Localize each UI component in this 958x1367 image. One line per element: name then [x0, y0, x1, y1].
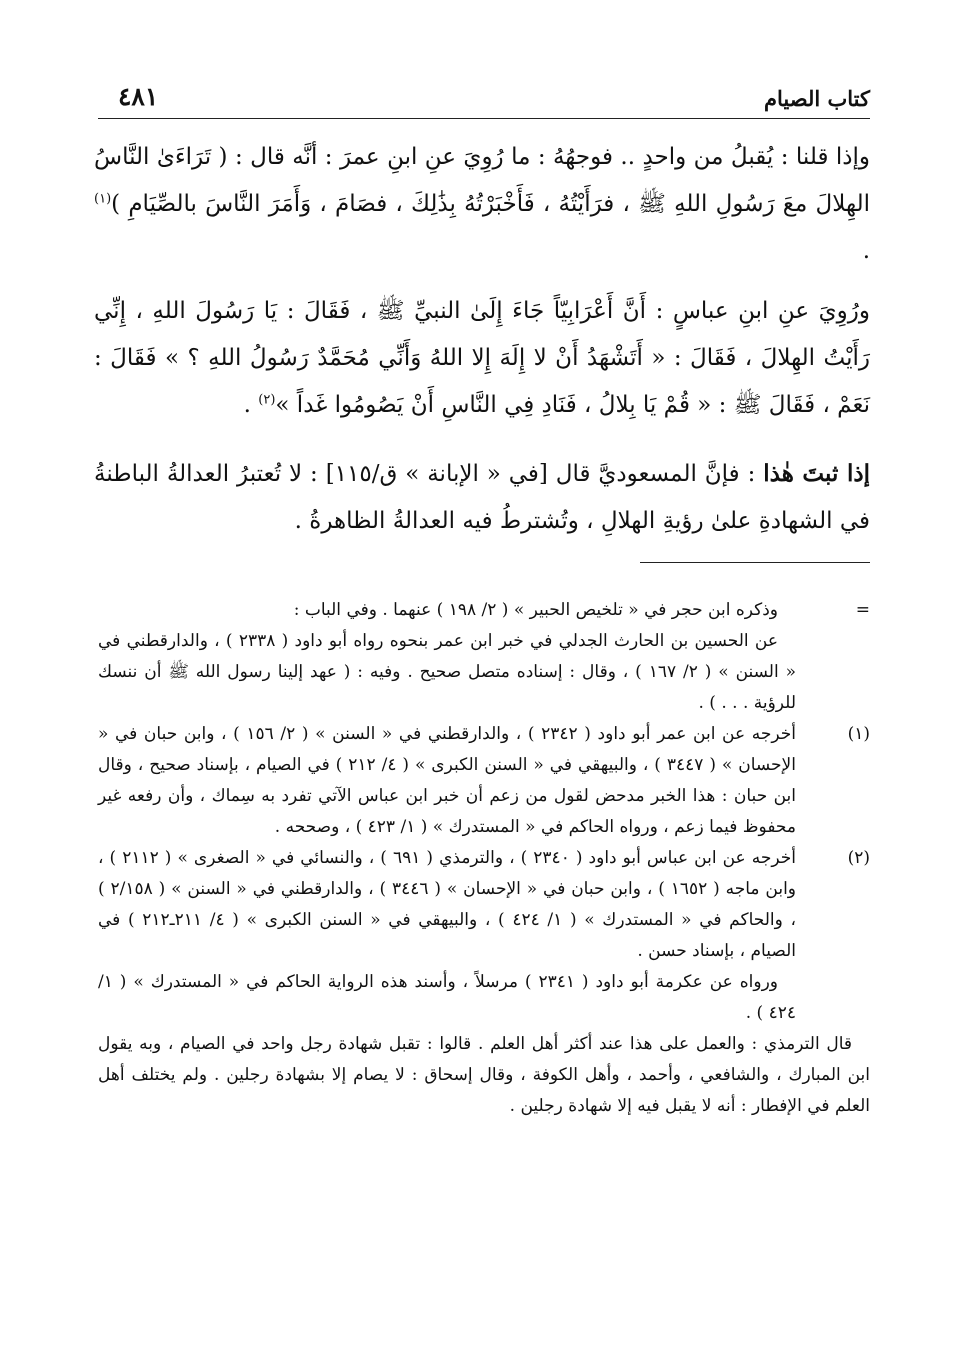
footnote-separator: [640, 562, 870, 563]
footnote-2-text-b: ورواه عن عكرمة أبو داود ( ٢٣٤١ ) مرسلاً ، وأسند هذه الرواية الحاكم في « المستدرك » ( ١/ ٤٢٤ ) .: [98, 972, 796, 1023]
paragraph-1-text: وإذا قلنا : يُقبلُ من واحدٍ .. فوجهُهُ : ما رُوِيَ عنِ ابنِ عمرَ : أنَّه قال : ( تَرَاءَىٰ النَّاسُ الهِلالَ معَ رَسُولِ اللهِ ﷺ ، فرَأَيْتُهُ ، فَأَخْبَرْتُهُ بِذَٰلِكَ ، فصَامَ ، وَأَمَرَ النَّاسَ بالصِّيَامِ ): [94, 144, 870, 217]
paragraph-1: [94, 134, 870, 275]
paragraph-2-end: .: [243, 392, 259, 418]
paragraph-2: [94, 288, 870, 429]
continuation-line-1: وذكره ابن حجر في « تلخيص الحبير » ( ٢/ ١٩٨ ) عنهما . وفي الباب :: [293, 600, 778, 620]
footnote-1-text: أخرجه عن ابن عمر أبو داود ( ٢٣٤٢ ) ، والدارقطني في « السنن » ( ٢/ ١٥٦ ) ، وابن حبان في « الإحسان » ( ٣٤٤٧ ) ، والبيهقي في « السنن الكبرى » ( ٤/ ٢١٢ ) في الصيام ، بإسناد صحيح ، وقال ابن حبان : هذا الخبر مدحض لقول من زعم أن خبر ابن عباس الآتي تفرد به سِماك ، وأن رفعه غير محفوظ فيما زعم ، ورواه الحاكم في « المستدرك » ( ١/ ٤٢٣ ) ، وصححه .: [98, 724, 796, 837]
footnote-continuation: [98, 595, 870, 719]
footnote-2-text: أخرجه عن ابن عباس أبو داود ( ٢٣٤٠ ) ، والترمذي ( ٦٩١ ) ، والنسائي في « الصغرى » ( ٢١١٢ ) ، وابن ماجه ( ١٦٥٢ ) ، وابن حبان في « الإحسان » ( ٣٤٤٦ ) ، والدارقطني في « السنن » ( ٢/١٥٨ ) ، والحاكم في « المستدرك » ( ١/ ٤٢٤ ) ، والبيهقي في « السنن الكبرى » ( ٤/ ٢١١ـ٢١٢ ) في الصيام ، بإسناد حسن .: [98, 848, 797, 961]
paragraph-3-text: : فإنَّ المسعوديَّ قال [في « الإبانة » ق/١١٥] : لا تُعتبرُ العدالةُ الباطنةُ في الشهادةِ علىٰ رؤيةِ الهلالِ ، وتُشترطُ فيه العدالةُ الظاهرةُ .: [94, 461, 870, 534]
footnote-ref-1[interactable]: (١): [94, 191, 112, 207]
paragraph-2-text: ورُوِيَ عنِ ابنِ عباسٍ : أَنَّ أَعْرَابِيّاً جَاءَ إِلَىٰ النبيِّ ﷺ ، فَقَالَ : يَا رَسُولَ اللهِ ، إِنِّي رَأَيْتُ الهِلالَ ، فَقَالَ : « أَتَشْهَدُ أَنْ لا إِلَهَ إِلا اللهُ وَأَنِّي مُحَمَّدٌ رَسُولُ اللهِ ؟ » فَقَالَ : نَعَمْ ، فَقَالَ ﷺ : « قُمْ يَا بِلالُ ، فَنَادِ فِي النَّاسِ أَنْ يَصُومُوا غَداً »: [94, 298, 870, 418]
footnotes: [98, 595, 870, 1122]
page-header: [98, 78, 870, 119]
continuation-mark: =: [855, 600, 870, 620]
footnote-1-mark: (١): [847, 724, 870, 744]
paragraph-3: [94, 450, 870, 545]
footnote-1: [98, 719, 870, 843]
running-title: كتاب الصيام: [764, 86, 870, 111]
page-number: ٤٨١: [118, 82, 159, 111]
footnote-2: [98, 843, 870, 1029]
continuation-line-2: عن الحسين بن الحارث الجدلي في خبر ابن عمر بنحوه رواه أبو داود ( ٢٣٣٨ ) ، والدارقطني في « السنن » ( ٢/ ١٦٧ ) ، وقال : إسناده متصل صحيح . وفيه : ( عهد إلينا رسول الله ﷺ أن ننسك للرؤية . . . ) .: [98, 631, 796, 713]
footnote-note: قال الترمذي : والعمل على هذا عند أكثر أهل العلم . قالوا : تقبل شهادة رجل واحد في الصيام ، وبه يقول ابن المبارك ، والشافعي ، وأحمد ، وأهل الكوفة ، وقال إسحاق : لا يصام إلا بشهادة رجلين . ولم يختلف أهل العلم في الإفطار : أنه لا يقبل فيه إلا شهادة رجلين .: [98, 1034, 870, 1116]
paragraph-1-end: .: [862, 238, 870, 264]
paragraph-3-lead: إذا ثبتَ هٰذا: [763, 460, 870, 487]
main-text: [94, 134, 870, 545]
footnote-ref-2[interactable]: (٢): [258, 392, 276, 408]
footnote-2-mark: (٢): [847, 848, 870, 868]
